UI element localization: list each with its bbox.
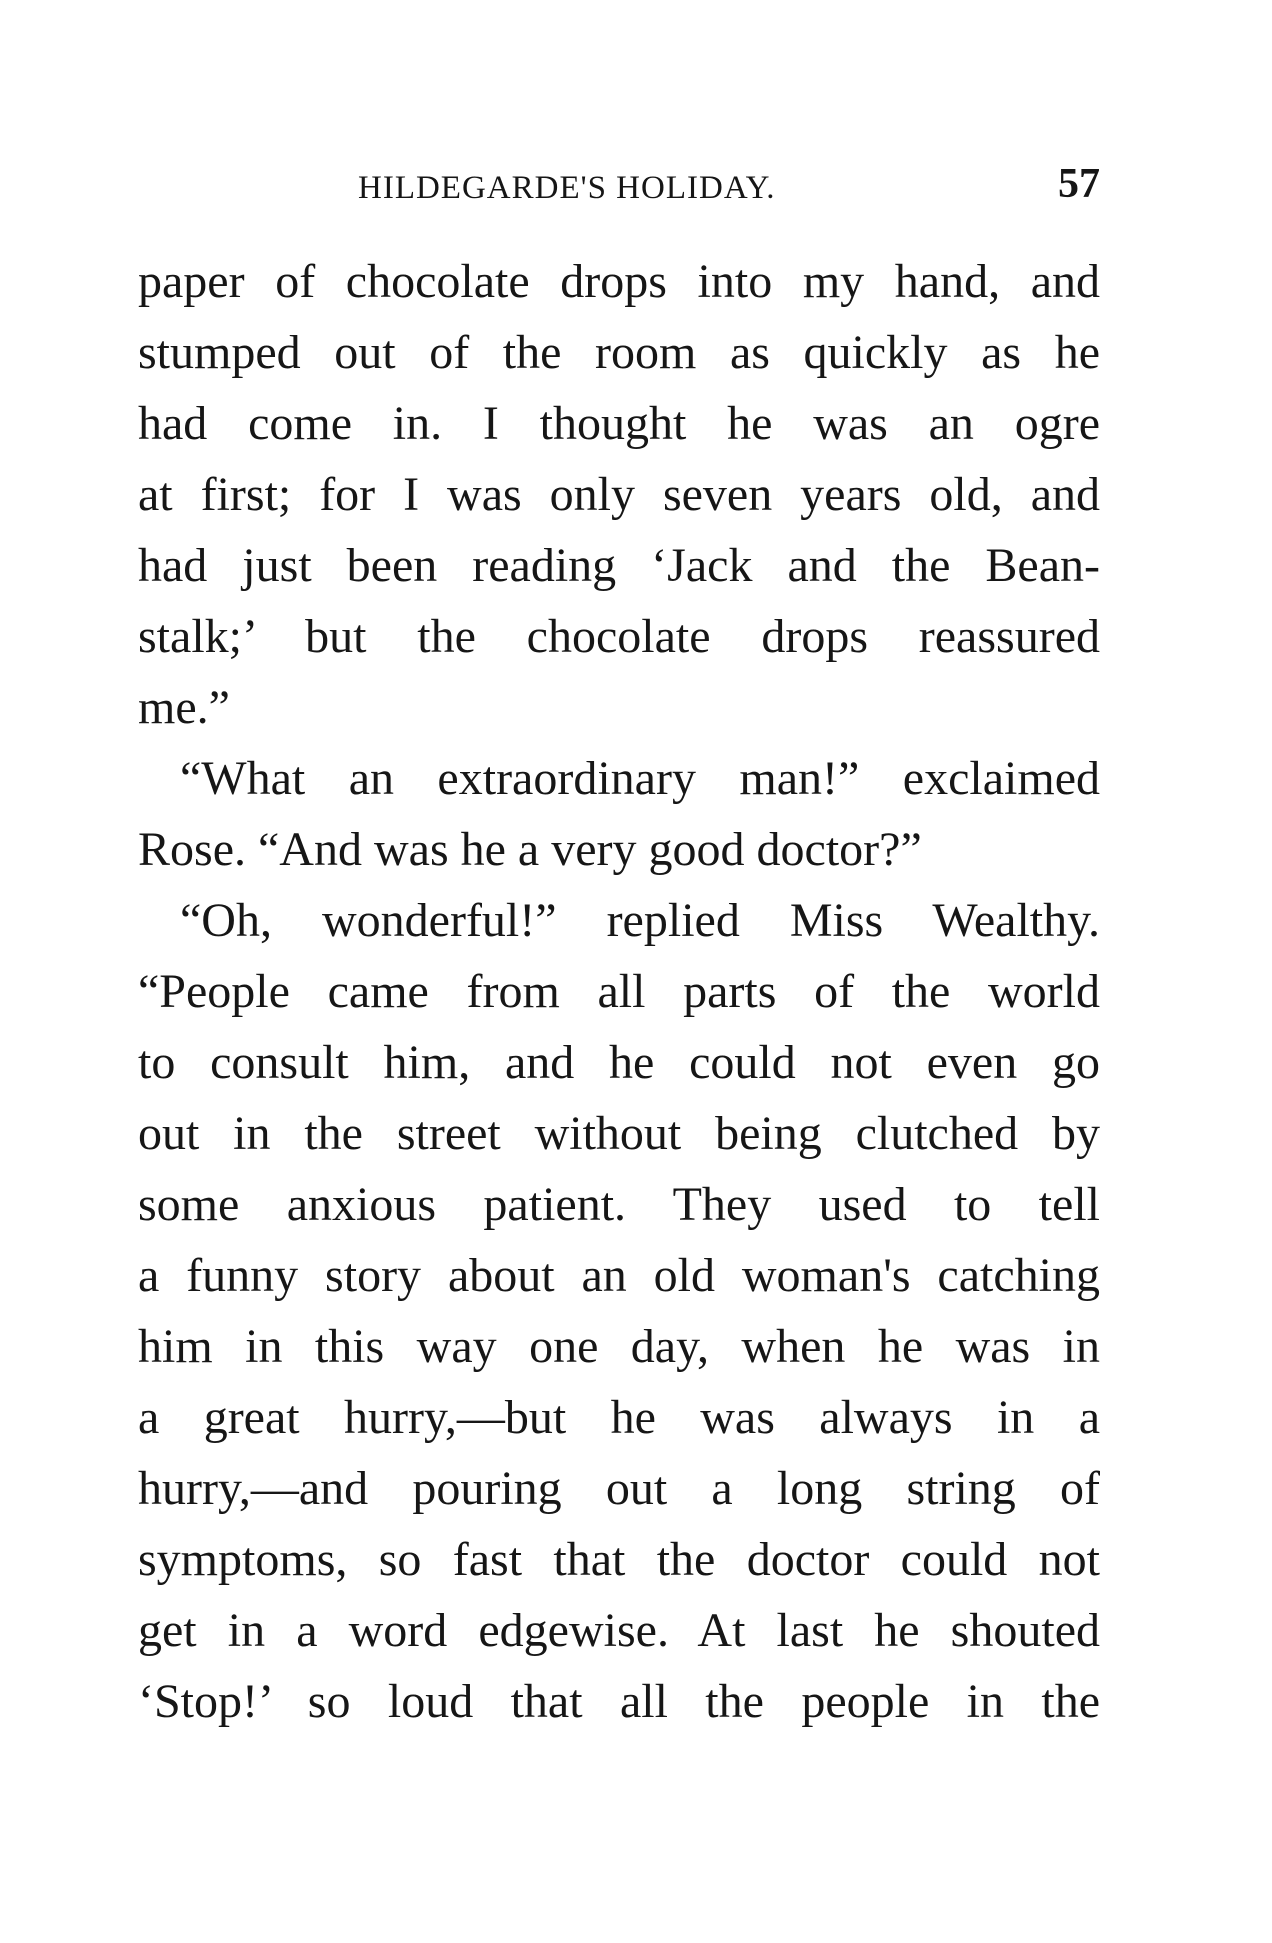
text-line: ‘Stop!’ so loud that all the people in the: [138, 1675, 1100, 1728]
text-line: out in the street without being clutched by: [138, 1107, 1100, 1160]
text-line: at first; for I was only seven years old, and: [138, 468, 1100, 521]
text-line: get in a word edgewise. At last he shouted: [138, 1604, 1100, 1657]
text-line: paper of chocolate drops into my hand, and: [138, 255, 1100, 308]
page-number: 57: [1058, 161, 1100, 207]
text-line: hurry,—and pouring out a long string of: [138, 1462, 1100, 1515]
text-line: “Oh, wonderful!” replied Miss Wealthy.: [180, 894, 1100, 947]
text-line: him in this way one day, when he was in: [138, 1320, 1100, 1373]
text-line: had come in. I thought he was an ogre: [138, 397, 1100, 450]
text-line: a great hurry,—but he was always in a: [138, 1391, 1100, 1444]
text-line: to consult him, and he could not even go: [138, 1036, 1100, 1089]
text-line: Rose. “And was he a very good doctor?”: [138, 823, 922, 876]
text-line: had just been reading ‘Jack and the Bean-: [138, 539, 1100, 592]
text-line: symptoms, so fast that the doctor could not: [138, 1533, 1100, 1586]
text-line: stalk;’ but the chocolate drops reassured: [138, 610, 1100, 663]
body-text: [138, 246, 1100, 1737]
text-line: a funny story about an old woman's catching: [138, 1249, 1100, 1302]
text-line: me.”: [138, 681, 230, 734]
text-line: stumped out of the room as quickly as he: [138, 326, 1100, 379]
running-title: HILDEGARDE'S HOLIDAY.: [358, 170, 776, 206]
text-line: “People came from all parts of the world: [138, 965, 1100, 1018]
text-line: some anxious patient. They used to tell: [138, 1178, 1100, 1231]
running-header: [138, 160, 1100, 210]
text-line: “What an extraordinary man!” exclaimed: [180, 752, 1100, 805]
